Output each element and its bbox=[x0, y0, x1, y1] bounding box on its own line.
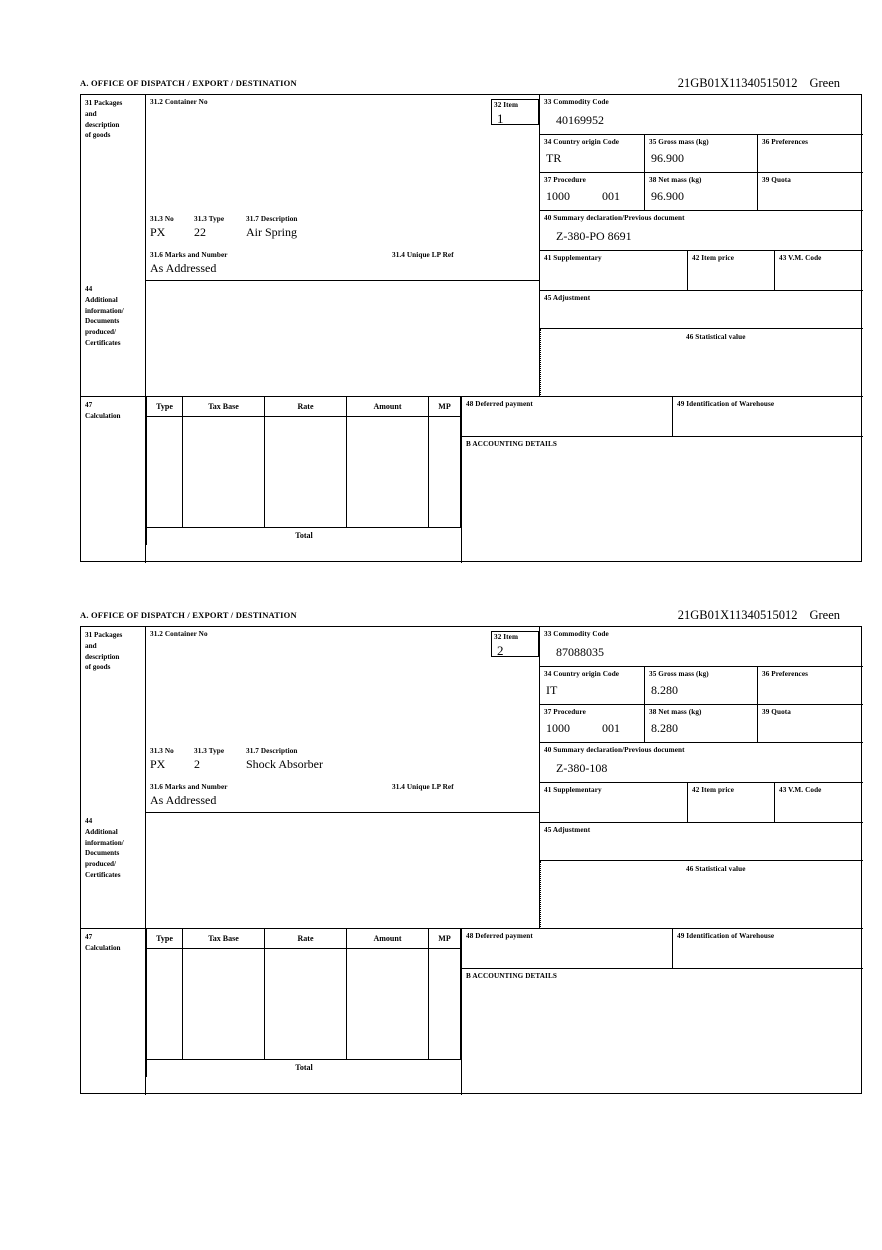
box-31-label-line2: and bbox=[85, 109, 97, 118]
box-31-label-cell-2 bbox=[81, 627, 146, 813]
calc-col-type bbox=[146, 417, 182, 527]
marks-and-number-value-2: As Addressed bbox=[150, 793, 217, 807]
gross-mass-value: 96.900 bbox=[651, 150, 684, 165]
item-price-label: 42 Item price bbox=[692, 254, 735, 262]
deferred-payment-cell bbox=[461, 397, 673, 437]
identification-warehouse-cell bbox=[673, 397, 863, 437]
preferences-label-2: 36 Preferences bbox=[762, 670, 809, 678]
vm-code-label: 43 V.M. Code bbox=[779, 254, 822, 262]
summary-declaration-label-2: 40 Summary declaration/Previous document bbox=[544, 746, 685, 754]
net-mass-label-2: 38 Net mass (kg) bbox=[649, 708, 702, 716]
gross-mass-cell bbox=[645, 135, 758, 173]
marks-and-number-value: As Addressed bbox=[150, 261, 217, 275]
box-31-label-line3-2: description bbox=[85, 652, 120, 661]
calc-col-tax-base bbox=[182, 417, 264, 527]
office-of-dispatch-label: A. OFFICE OF DISPATCH / EXPORT / DESTINATION bbox=[80, 78, 297, 88]
net-mass-value: 96.900 bbox=[651, 188, 684, 203]
vm-code-cell-2 bbox=[775, 783, 863, 823]
calc-col-rate-2 bbox=[264, 949, 346, 1059]
item-label: 32 Item bbox=[494, 101, 519, 109]
commodity-code-value: 40169952 bbox=[556, 112, 604, 127]
calc-header-rate-2 bbox=[264, 929, 346, 949]
commodity-code-cell-2 bbox=[540, 627, 863, 667]
container-no-label: 31.2 Container No bbox=[150, 98, 208, 106]
country-origin-cell-2 bbox=[540, 667, 645, 705]
item-number-value: 1 bbox=[497, 110, 504, 126]
country-origin-cell bbox=[540, 135, 645, 173]
box-31-label-line4: of goods bbox=[85, 131, 111, 140]
unique-lp-ref-label: 31.4 Unique LP Ref bbox=[392, 251, 454, 259]
goods-description-cell-2 bbox=[146, 627, 540, 813]
box-47-label-line1-2: 47 bbox=[85, 933, 93, 941]
unique-lp-ref-label-2: 31.4 Unique LP Ref bbox=[392, 783, 454, 791]
box-44-label-line1-2: 44 bbox=[85, 817, 93, 825]
gross-mass-value-2: 8.280 bbox=[651, 682, 678, 697]
box-31-label-line1: 31 Packages bbox=[85, 99, 123, 107]
box-44-label-line4: Documents bbox=[85, 317, 120, 326]
calc-total-row bbox=[146, 527, 461, 545]
statistical-value-label-2: 46 Statistical value bbox=[686, 865, 746, 873]
declaration-status: Green bbox=[809, 76, 840, 90]
supplementary-label-2: 41 Supplementary bbox=[544, 786, 602, 794]
office-of-dispatch-label-2: A. OFFICE OF DISPATCH / EXPORT / DESTINATION bbox=[80, 610, 297, 620]
box-44-label-line2: Additional bbox=[85, 295, 118, 304]
net-mass-cell bbox=[645, 173, 758, 211]
adjustment-label-2: 45 Adjustment bbox=[544, 826, 591, 834]
package-no-label: 31.3 No bbox=[150, 215, 174, 223]
package-no-value-2: PX bbox=[150, 757, 166, 771]
calc-header-amount-2 bbox=[346, 929, 428, 949]
identification-warehouse-cell-2 bbox=[673, 929, 863, 969]
calc-total-label-2: Total bbox=[295, 1063, 313, 1072]
summary-declaration-value-2: Z-380-108 bbox=[556, 760, 608, 775]
box-31-label-line1-2: 31 Packages bbox=[85, 631, 123, 639]
calc-amount-label-2: Amount bbox=[373, 934, 402, 943]
box-44-label-line3-2: information/ bbox=[85, 838, 124, 847]
package-no-label-2: 31.3 No bbox=[150, 747, 174, 755]
reference-header-2 bbox=[678, 608, 840, 623]
net-mass-value-2: 8.280 bbox=[651, 720, 678, 735]
commodity-code-value-2: 87088035 bbox=[556, 644, 604, 659]
box-47-label-line1: 47 bbox=[85, 401, 93, 409]
calc-header-amount bbox=[346, 397, 428, 417]
reference-header bbox=[678, 76, 840, 91]
box-31-label-cell bbox=[81, 95, 146, 281]
summary-declaration-value: Z-380-PO 8691 bbox=[556, 228, 632, 243]
country-origin-label: 34 Country origin Code bbox=[544, 138, 620, 146]
additional-information-value bbox=[146, 281, 539, 287]
statistical-value-cell-2 bbox=[540, 861, 863, 929]
calc-header-tax-base-2 bbox=[182, 929, 264, 949]
container-no-label-2: 31.2 Container No bbox=[150, 630, 208, 638]
item-number-value-2: 2 bbox=[497, 642, 504, 658]
calc-header-type bbox=[146, 397, 182, 417]
box-44-label-line5: produced/ bbox=[85, 328, 117, 337]
country-origin-label-2: 34 Country origin Code bbox=[544, 670, 620, 678]
box-44-label-line1: 44 bbox=[85, 285, 93, 293]
item-price-cell bbox=[688, 251, 775, 291]
box-44-label-cell bbox=[81, 281, 146, 397]
box-44-label-cell-2 bbox=[81, 813, 146, 929]
item-price-cell-2 bbox=[688, 783, 775, 823]
vm-code-cell bbox=[775, 251, 863, 291]
calc-col-type-2 bbox=[146, 949, 182, 1059]
preferences-cell bbox=[758, 135, 863, 173]
statistical-value-label: 46 Statistical value bbox=[686, 333, 746, 341]
adjustment-cell-2 bbox=[540, 823, 863, 861]
calc-rate-label-2: Rate bbox=[297, 934, 314, 943]
box-47-label-line2-2: Calculation bbox=[85, 943, 121, 952]
calc-col-tax-base-2 bbox=[182, 949, 264, 1059]
calc-col-mp bbox=[428, 417, 461, 527]
package-type-label-2: 31.3 Type bbox=[194, 747, 225, 755]
commodity-code-label: 33 Commodity Code bbox=[544, 98, 609, 106]
calc-type-label-2: Type bbox=[156, 934, 173, 943]
calc-type-label: Type bbox=[156, 402, 173, 411]
procedure-label: 37 Procedure bbox=[544, 176, 586, 184]
country-origin-value-2: IT bbox=[546, 682, 558, 697]
country-origin-value: TR bbox=[546, 150, 562, 165]
calc-col-amount-2 bbox=[346, 949, 428, 1059]
calc-tax-base-label: Tax Base bbox=[208, 402, 239, 411]
procedure-label-2: 37 Procedure bbox=[544, 708, 586, 716]
statistical-divider-2 bbox=[540, 861, 541, 929]
package-type-value: 22 bbox=[194, 225, 206, 239]
accounting-details-cell-2 bbox=[461, 969, 863, 1095]
calc-rate-label: Rate bbox=[297, 402, 314, 411]
box-44-label-line5-2: produced/ bbox=[85, 860, 117, 869]
marks-and-number-label-2: 31.6 Marks and Number bbox=[150, 783, 228, 791]
calc-header-rate bbox=[264, 397, 346, 417]
deferred-payment-label-2: 48 Deferred payment bbox=[466, 932, 533, 940]
accounting-details-value bbox=[462, 453, 863, 455]
supplementary-cell bbox=[540, 251, 688, 291]
procedure-cell-2 bbox=[540, 705, 645, 743]
statistical-divider bbox=[540, 329, 541, 397]
customs-declaration-form-1 bbox=[80, 78, 862, 562]
box-31-label-line4-2: of goods bbox=[85, 663, 111, 672]
box-44-label-line6: Certificates bbox=[85, 338, 121, 347]
accounting-details-label-2: B ACCOUNTING DETAILS bbox=[466, 972, 557, 980]
accounting-details-label: B ACCOUNTING DETAILS bbox=[466, 440, 557, 448]
quota-cell-2 bbox=[758, 705, 863, 743]
box-44-label-line6-2: Certificates bbox=[85, 870, 121, 879]
declaration-reference: 21GB01X11340515012 bbox=[677, 76, 798, 90]
package-description-value-2: Shock Absorber bbox=[246, 757, 323, 771]
declaration-table-1 bbox=[80, 94, 862, 562]
calc-mp-label: MP bbox=[438, 402, 451, 411]
additional-information-cell-2 bbox=[146, 813, 540, 929]
quota-cell bbox=[758, 173, 863, 211]
procedure-code-value-2: 1000 bbox=[546, 721, 570, 735]
adjustment-cell bbox=[540, 291, 863, 329]
box-31-label-line2-2: and bbox=[85, 641, 97, 650]
customs-declaration-form-2 bbox=[80, 610, 862, 1094]
calc-total-row-2 bbox=[146, 1059, 461, 1077]
calc-header-mp-2 bbox=[428, 929, 461, 949]
item-number-box bbox=[491, 99, 539, 125]
supplementary-cell-2 bbox=[540, 783, 688, 823]
calc-col-amount bbox=[346, 417, 428, 527]
procedure-cell bbox=[540, 173, 645, 211]
box-47-label-cell-2 bbox=[81, 929, 146, 1095]
calc-mp-label-2: MP bbox=[438, 934, 451, 943]
package-type-value-2: 2 bbox=[194, 757, 200, 771]
summary-declaration-cell bbox=[540, 211, 863, 251]
goods-description-cell bbox=[146, 95, 540, 281]
net-mass-cell-2 bbox=[645, 705, 758, 743]
summary-declaration-cell-2 bbox=[540, 743, 863, 783]
additional-information-value-2 bbox=[146, 813, 539, 819]
identification-warehouse-label: 49 Identification of Warehouse bbox=[677, 400, 775, 408]
procedure-extra-value-2: 001 bbox=[602, 721, 620, 735]
gross-mass-label: 35 Gross mass (kg) bbox=[649, 138, 709, 146]
quota-label: 39 Quota bbox=[762, 176, 791, 184]
summary-declaration-label: 40 Summary declaration/Previous document bbox=[544, 214, 685, 222]
commodity-code-cell bbox=[540, 95, 863, 135]
gross-mass-cell-2 bbox=[645, 667, 758, 705]
package-description-value: Air Spring bbox=[246, 225, 297, 239]
commodity-code-label-2: 33 Commodity Code bbox=[544, 630, 609, 638]
gross-mass-label-2: 35 Gross mass (kg) bbox=[649, 670, 709, 678]
identification-warehouse-label-2: 49 Identification of Warehouse bbox=[677, 932, 775, 940]
calc-header-tax-base bbox=[182, 397, 264, 417]
accounting-details-cell bbox=[461, 437, 863, 563]
declaration-status-2: Green bbox=[809, 608, 840, 622]
preferences-label: 36 Preferences bbox=[762, 138, 809, 146]
item-price-label-2: 42 Item price bbox=[692, 786, 735, 794]
box-44-label-line2-2: Additional bbox=[85, 827, 118, 836]
procedure-extra-value: 001 bbox=[602, 189, 620, 203]
accounting-details-value-2 bbox=[462, 985, 863, 987]
declaration-table-2 bbox=[80, 626, 862, 1094]
calc-col-rate bbox=[264, 417, 346, 527]
net-mass-label: 38 Net mass (kg) bbox=[649, 176, 702, 184]
calc-amount-label: Amount bbox=[373, 402, 402, 411]
declaration-reference-2: 21GB01X11340515012 bbox=[677, 608, 798, 622]
item-number-box-2 bbox=[491, 631, 539, 657]
box-31-label-line3: description bbox=[85, 120, 120, 129]
deferred-payment-label: 48 Deferred payment bbox=[466, 400, 533, 408]
supplementary-label: 41 Supplementary bbox=[544, 254, 602, 262]
adjustment-label: 45 Adjustment bbox=[544, 294, 591, 302]
procedure-code-value: 1000 bbox=[546, 189, 570, 203]
quota-label-2: 39 Quota bbox=[762, 708, 791, 716]
box-47-label-line2: Calculation bbox=[85, 411, 121, 420]
deferred-payment-cell-2 bbox=[461, 929, 673, 969]
statistical-value-cell bbox=[540, 329, 863, 397]
calc-total-label: Total bbox=[295, 531, 313, 540]
additional-information-cell bbox=[146, 281, 540, 397]
form-header-2 bbox=[80, 610, 862, 626]
calc-header-mp bbox=[428, 397, 461, 417]
package-description-label-2: 31.7 Description bbox=[246, 747, 298, 755]
package-type-label: 31.3 Type bbox=[194, 215, 225, 223]
calc-tax-base-label-2: Tax Base bbox=[208, 934, 239, 943]
box-44-label-line3: information/ bbox=[85, 306, 124, 315]
box-47-label-cell bbox=[81, 397, 146, 563]
package-no-value: PX bbox=[150, 225, 166, 239]
box-44-label-line4-2: Documents bbox=[85, 849, 120, 858]
form-header-1 bbox=[80, 78, 862, 94]
calc-header-type-2 bbox=[146, 929, 182, 949]
calc-col-mp-2 bbox=[428, 949, 461, 1059]
item-label-2: 32 Item bbox=[494, 633, 519, 641]
preferences-cell-2 bbox=[758, 667, 863, 705]
package-description-label: 31.7 Description bbox=[246, 215, 298, 223]
marks-and-number-label: 31.6 Marks and Number bbox=[150, 251, 228, 259]
vm-code-label-2: 43 V.M. Code bbox=[779, 786, 822, 794]
